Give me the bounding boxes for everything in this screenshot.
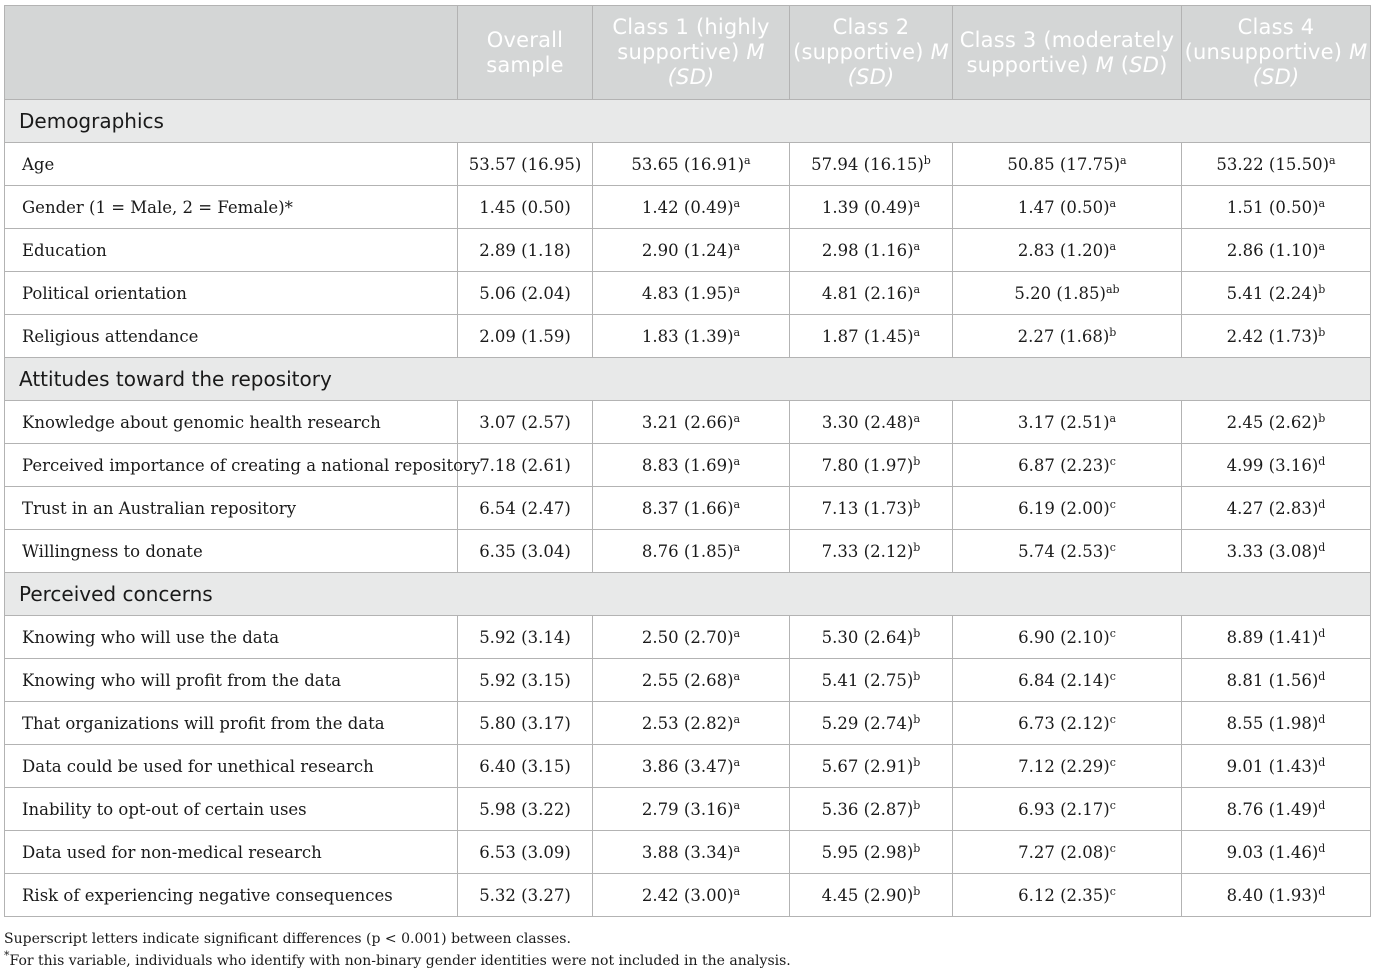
overall-value: 6.54 (2.47): [458, 487, 593, 530]
significance-superscript: d: [1318, 884, 1326, 898]
header-class-4: Class 4 (unsupportive) M (SD): [1182, 6, 1371, 100]
section-header-row: [5, 573, 1371, 616]
significance-superscript: c: [1109, 712, 1116, 726]
significance-superscript: a: [913, 239, 921, 253]
mean-sd-value: 8.76 (1.85): [641, 541, 734, 561]
class-2-value: [790, 874, 953, 917]
class-4-value: [1182, 487, 1371, 530]
class-4-value: [1182, 831, 1371, 874]
mean-sd-value: 7.80 (1.97): [821, 455, 914, 475]
mean-sd-value: 8.83 (1.69): [641, 455, 734, 475]
significance-superscript: b: [913, 798, 921, 812]
significance-superscript: d: [1318, 454, 1326, 468]
mean-sd-value: 2.86 (1.10): [1226, 240, 1319, 260]
class-1-value: [593, 831, 790, 874]
class-1-value: [593, 186, 790, 229]
significance-superscript: c: [1109, 454, 1116, 468]
section-title: Attitudes toward the repository: [5, 358, 1371, 401]
significance-superscript: c: [1109, 798, 1116, 812]
significance-superscript: c: [1109, 497, 1116, 511]
row-label: Risk of experiencing negative consequences: [5, 874, 458, 917]
table-row: [5, 487, 1371, 530]
table-row: [5, 315, 1371, 358]
mean-sd-value: 7.27 (2.08): [1018, 842, 1110, 862]
significance-superscript: b: [913, 884, 921, 898]
significance-superscript: b: [1318, 282, 1326, 296]
class-2-value: [790, 143, 953, 186]
class-3-value: [953, 702, 1182, 745]
overall-value: 5.06 (2.04): [458, 272, 593, 315]
significance-superscript: d: [1318, 669, 1326, 683]
class-4-value: [1182, 874, 1371, 917]
significance-superscript: a: [733, 411, 741, 425]
mean-sd-value: 8.81 (1.56): [1226, 670, 1319, 690]
class-3-value: [953, 616, 1182, 659]
mean-sd-value: 2.45 (2.62): [1226, 412, 1319, 432]
section-title: Perceived concerns: [5, 573, 1371, 616]
section-title: Demographics: [5, 100, 1371, 143]
class-1-value: [593, 659, 790, 702]
significance-superscript: a: [733, 540, 741, 554]
class-2-value: [790, 444, 953, 487]
note-asterisk: *: [4, 949, 10, 962]
row-label: That organizations will profit from the data: [5, 702, 458, 745]
class-1-value: [593, 401, 790, 444]
class-4-value: [1182, 444, 1371, 487]
significance-superscript: c: [1109, 841, 1116, 855]
mean-sd-value: 3.30 (2.48): [821, 412, 914, 432]
significance-superscript: a: [733, 626, 741, 640]
table-row: [5, 702, 1371, 745]
class-2-value: [790, 702, 953, 745]
mean-sd-value: 3.33 (3.08): [1226, 541, 1319, 561]
row-label: Trust in an Australian repository: [5, 487, 458, 530]
class-3-value: [953, 745, 1182, 788]
overall-value: 5.92 (3.14): [458, 616, 593, 659]
class-3-value: [953, 229, 1182, 272]
mean-sd-value: 6.19 (2.00): [1018, 498, 1110, 518]
class-3-value: [953, 659, 1182, 702]
class-4-value: [1182, 143, 1371, 186]
table-notes: [4, 928, 791, 972]
overall-value: 7.18 (2.61): [458, 444, 593, 487]
row-label: Inability to opt-out of certain uses: [5, 788, 458, 831]
table-row: [5, 444, 1371, 487]
mean-sd-value: 8.55 (1.98): [1226, 713, 1319, 733]
class-2-value: [790, 831, 953, 874]
header-row: [5, 6, 1371, 100]
significance-superscript: b: [1318, 325, 1326, 339]
significance-superscript: a: [733, 884, 741, 898]
mean-sd-value: 9.03 (1.46): [1226, 842, 1319, 862]
class-4-value: [1182, 788, 1371, 831]
mean-sd-value: 5.30 (2.64): [821, 627, 914, 647]
mean-sd-value: 3.88 (3.34): [641, 842, 734, 862]
table-row: [5, 788, 1371, 831]
significance-superscript: a: [733, 712, 741, 726]
row-label: Knowing who will profit from the data: [5, 659, 458, 702]
significance-superscript: d: [1318, 626, 1326, 640]
class-1-value: [593, 530, 790, 573]
class-2-value: [790, 401, 953, 444]
significance-superscript: c: [1109, 884, 1116, 898]
significance-superscript: a: [913, 325, 921, 339]
mean-sd-value: 5.41 (2.24): [1226, 283, 1319, 303]
mean-sd-value: 2.79 (3.16): [641, 799, 734, 819]
class-4-value: [1182, 530, 1371, 573]
mean-sd-value: 4.81 (2.16): [821, 283, 914, 303]
mean-sd-value: 4.45 (2.90): [821, 885, 914, 905]
significance-superscript: a: [1109, 239, 1117, 253]
class-1-value: [593, 788, 790, 831]
table-row: [5, 530, 1371, 573]
mean-sd-value: 5.41 (2.75): [821, 670, 914, 690]
class-4-value: [1182, 186, 1371, 229]
mean-sd-value: 1.83 (1.39): [641, 326, 734, 346]
mean-sd-value: 7.12 (2.29): [1018, 756, 1110, 776]
mean-sd-value: 2.42 (3.00): [641, 885, 734, 905]
mean-sd-value: 7.13 (1.73): [821, 498, 914, 518]
class-1-value: [593, 745, 790, 788]
row-label: Education: [5, 229, 458, 272]
significance-superscript: a: [1120, 153, 1127, 167]
class-2-value: [790, 788, 953, 831]
overall-value: 5.92 (3.15): [458, 659, 593, 702]
mean-sd-value: 6.87 (2.23): [1018, 455, 1110, 475]
class-1-value: [593, 702, 790, 745]
class-3-value: [953, 487, 1182, 530]
class-2-value: [790, 272, 953, 315]
mean-sd-value: 2.90 (1.24): [641, 240, 734, 260]
mean-sd-value: 9.01 (1.43): [1226, 756, 1319, 776]
table-row: [5, 272, 1371, 315]
significance-superscript: b: [913, 454, 921, 468]
mean-sd-value: 5.95 (2.98): [821, 842, 914, 862]
row-label: Gender (1 = Male, 2 = Female)*: [5, 186, 458, 229]
class-4-value: [1182, 315, 1371, 358]
class-3-value: [953, 530, 1182, 573]
significance-superscript: a: [733, 798, 741, 812]
class-4-value: [1182, 401, 1371, 444]
mean-sd-value: 5.74 (2.53): [1018, 541, 1110, 561]
table-body: [5, 100, 1371, 917]
mean-sd-value: 4.83 (1.95): [641, 283, 734, 303]
header-overall-sample: Overall sample: [458, 6, 593, 100]
mean-sd-value: 5.29 (2.74): [821, 713, 914, 733]
significance-superscript: d: [1318, 540, 1326, 554]
row-label: Age: [5, 143, 458, 186]
header-class-1: Class 1 (highly supportive) M (SD): [593, 6, 790, 100]
table-row: [5, 229, 1371, 272]
class-2-value: [790, 315, 953, 358]
significance-superscript: a: [1318, 239, 1326, 253]
mean-sd-value: 2.83 (1.20): [1017, 240, 1110, 260]
mean-sd-value: 7.33 (2.12): [821, 541, 914, 561]
significance-superscript: b: [913, 626, 921, 640]
mean-sd-value: 3.21 (2.66): [641, 412, 734, 432]
class-3-value: [953, 788, 1182, 831]
class-1-value: [593, 229, 790, 272]
mean-sd-value: 50.85 (17.75): [1007, 154, 1121, 174]
note-gender: [4, 950, 791, 972]
significance-superscript: d: [1318, 712, 1326, 726]
significance-superscript: c: [1109, 626, 1116, 640]
significance-superscript: b: [913, 841, 921, 855]
overall-value: 5.80 (3.17): [458, 702, 593, 745]
overall-value: 6.40 (3.15): [458, 745, 593, 788]
mean-sd-value: 53.65 (16.91): [631, 154, 745, 174]
overall-value: 6.35 (3.04): [458, 530, 593, 573]
significance-superscript: a: [913, 282, 921, 296]
class-3-value: [953, 444, 1182, 487]
class-2-value: [790, 229, 953, 272]
class-2-value: [790, 530, 953, 573]
class-1-value: [593, 315, 790, 358]
significance-superscript: c: [1109, 755, 1116, 769]
mean-sd-value: 2.55 (2.68): [641, 670, 734, 690]
note-superscripts: Superscript letters indicate significant differences (p < 0.001) between classes.: [4, 931, 571, 947]
mean-sd-value: 5.36 (2.87): [821, 799, 914, 819]
class-1-value: [593, 616, 790, 659]
class-2-value: [790, 487, 953, 530]
class-4-value: [1182, 616, 1371, 659]
overall-value: 1.45 (0.50): [458, 186, 593, 229]
significance-superscript: a: [733, 497, 741, 511]
row-label: Knowledge about genomic health research: [5, 401, 458, 444]
mean-sd-value: 1.42 (0.49): [641, 197, 734, 217]
overall-value: 53.57 (16.95): [458, 143, 593, 186]
class-3-value: [953, 315, 1182, 358]
row-label: Data could be used for unethical research: [5, 745, 458, 788]
mean-sd-value: 6.12 (2.35): [1018, 885, 1110, 905]
mean-sd-value: 4.27 (2.83): [1226, 498, 1319, 518]
table-row: [5, 401, 1371, 444]
table-row: [5, 831, 1371, 874]
significance-superscript: a: [913, 196, 921, 210]
mean-sd-value: 6.93 (2.17): [1018, 799, 1110, 819]
mean-sd-value: 1.51 (0.50): [1226, 197, 1319, 217]
significance-superscript: a: [733, 325, 741, 339]
table-row: [5, 745, 1371, 788]
significance-superscript: a: [733, 841, 741, 855]
significance-superscript: a: [733, 454, 741, 468]
table-row: [5, 616, 1371, 659]
significance-superscript: b: [913, 540, 921, 554]
significance-superscript: a: [1109, 411, 1117, 425]
significance-superscript: d: [1318, 798, 1326, 812]
mean-sd-value: 2.53 (2.82): [641, 713, 734, 733]
significance-superscript: b: [913, 497, 921, 511]
significance-superscript: b: [913, 669, 921, 683]
class-1-value: [593, 143, 790, 186]
table-row: [5, 186, 1371, 229]
significance-superscript: a: [733, 239, 741, 253]
class-3-value: [953, 143, 1182, 186]
significance-superscript: a: [733, 669, 741, 683]
significance-superscript: a: [1318, 196, 1326, 210]
table-row: [5, 659, 1371, 702]
mean-sd-value: 5.20 (1.85): [1014, 283, 1106, 303]
class-4-value: [1182, 659, 1371, 702]
class-1-value: [593, 874, 790, 917]
class-3-value: [953, 874, 1182, 917]
class-3-value: [953, 831, 1182, 874]
mean-sd-value: 3.86 (3.47): [641, 756, 734, 776]
mean-sd-value: 2.98 (1.16): [821, 240, 914, 260]
significance-superscript: b: [1318, 411, 1326, 425]
class-4-value: [1182, 229, 1371, 272]
significance-superscript: d: [1318, 841, 1326, 855]
class-3-value: [953, 272, 1182, 315]
significance-superscript: a: [733, 755, 741, 769]
overall-value: 6.53 (3.09): [458, 831, 593, 874]
overall-value: 2.09 (1.59): [458, 315, 593, 358]
class-4-value: [1182, 702, 1371, 745]
row-label: Religious attendance: [5, 315, 458, 358]
mean-sd-value: 8.76 (1.49): [1226, 799, 1319, 819]
mean-sd-value: 2.50 (2.70): [641, 627, 734, 647]
significance-superscript: a: [913, 411, 921, 425]
row-label: Data used for non-medical research: [5, 831, 458, 874]
overall-value: 2.89 (1.18): [458, 229, 593, 272]
row-label: Political orientation: [5, 272, 458, 315]
mean-sd-value: 3.17 (2.51): [1017, 412, 1110, 432]
note-gender-text: For this variable, individuals who identify with non-binary gender identities were not included in the analysis.: [9, 953, 791, 969]
mean-sd-value: 6.84 (2.14): [1018, 670, 1110, 690]
mean-sd-value: 8.40 (1.93): [1226, 885, 1319, 905]
significance-superscript: b: [913, 712, 921, 726]
class-3-value: [953, 186, 1182, 229]
mean-sd-value: 57.94 (16.15): [811, 154, 924, 174]
mean-sd-value: 2.27 (1.68): [1017, 326, 1110, 346]
overall-value: 5.32 (3.27): [458, 874, 593, 917]
mean-sd-value: 5.67 (2.91): [821, 756, 914, 776]
table-row: [5, 874, 1371, 917]
class-2-value: [790, 745, 953, 788]
mean-sd-value: 4.99 (3.16): [1226, 455, 1319, 475]
mean-sd-value: 6.73 (2.12): [1018, 713, 1110, 733]
class-4-value: [1182, 745, 1371, 788]
row-label: Knowing who will use the data: [5, 616, 458, 659]
significance-superscript: d: [1318, 497, 1326, 511]
class-1-value: [593, 487, 790, 530]
class-3-value: [953, 401, 1182, 444]
class-1-value: [593, 272, 790, 315]
mean-sd-value: 2.42 (1.73): [1226, 326, 1319, 346]
significance-superscript: a: [1329, 153, 1336, 167]
mean-sd-value: 1.87 (1.45): [821, 326, 914, 346]
overall-value: 3.07 (2.57): [458, 401, 593, 444]
class-1-value: [593, 444, 790, 487]
significance-superscript: c: [1109, 540, 1116, 554]
significance-superscript: ab: [1106, 282, 1120, 296]
header-class-2: Class 2 (supportive) M (SD): [790, 6, 953, 100]
results-table: [4, 5, 1371, 917]
section-header-row: [5, 358, 1371, 401]
mean-sd-value: 6.90 (2.10): [1018, 627, 1110, 647]
header-label-column: [5, 6, 458, 100]
significance-superscript: a: [744, 153, 751, 167]
mean-sd-value: 8.37 (1.66): [641, 498, 734, 518]
class-2-value: [790, 186, 953, 229]
mean-sd-value: 53.22 (15.50): [1216, 154, 1330, 174]
class-2-value: [790, 616, 953, 659]
overall-value: 5.98 (3.22): [458, 788, 593, 831]
row-label: Perceived importance of creating a national repository: [5, 444, 458, 487]
mean-sd-value: 1.39 (0.49): [821, 197, 914, 217]
row-label: Willingness to donate: [5, 530, 458, 573]
section-header-row: [5, 100, 1371, 143]
class-4-value: [1182, 272, 1371, 315]
significance-superscript: b: [913, 755, 921, 769]
header-class-3: Class 3 (moderately supportive) M (SD): [953, 6, 1182, 100]
mean-sd-value: 1.47 (0.50): [1017, 197, 1110, 217]
significance-superscript: a: [733, 282, 741, 296]
significance-superscript: a: [1109, 196, 1117, 210]
significance-superscript: b: [923, 153, 931, 167]
table-row: [5, 143, 1371, 186]
significance-superscript: d: [1318, 755, 1326, 769]
significance-superscript: b: [1109, 325, 1117, 339]
class-2-value: [790, 659, 953, 702]
significance-superscript: a: [733, 196, 741, 210]
significance-superscript: c: [1109, 669, 1116, 683]
mean-sd-value: 8.89 (1.41): [1226, 627, 1319, 647]
